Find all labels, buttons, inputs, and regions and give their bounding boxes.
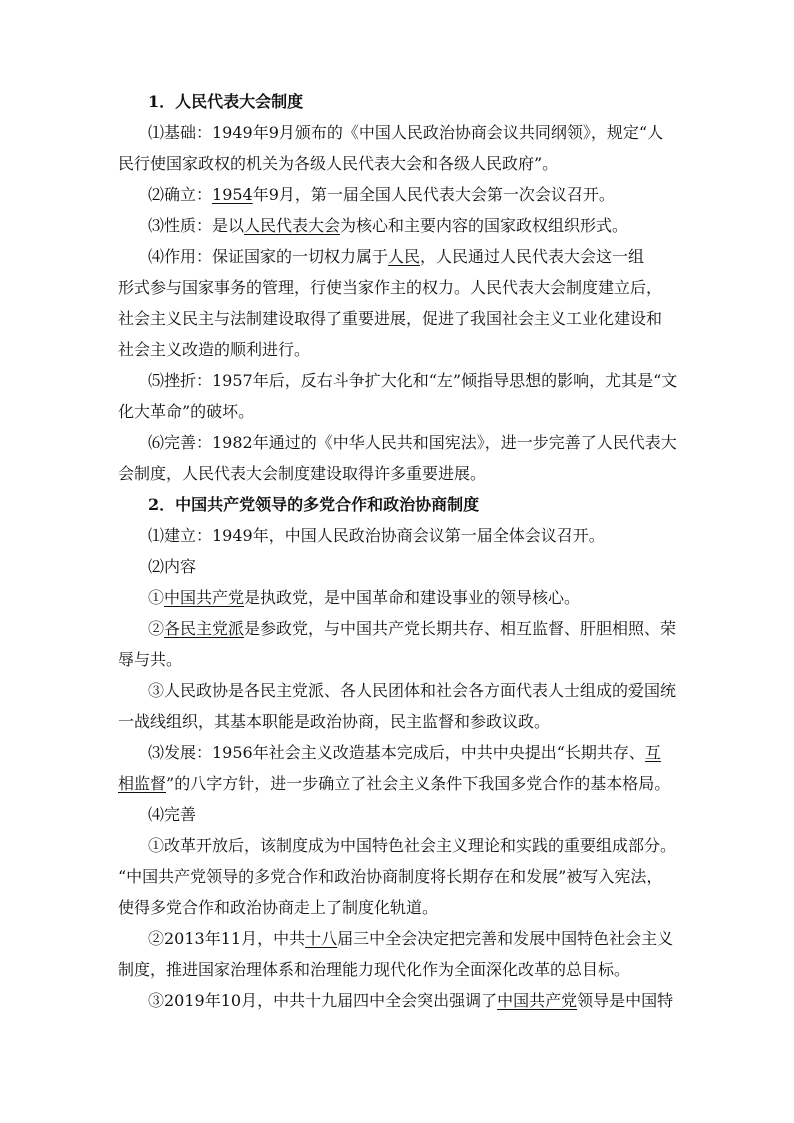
text-segment: 使得多党合作和政治协商走上了制度化轨道。 bbox=[118, 898, 439, 917]
text-segment: ⑵内容 bbox=[148, 557, 197, 576]
text-line bbox=[118, 464, 678, 495]
text-line bbox=[118, 650, 678, 681]
underlined-term: 相监督 bbox=[118, 774, 167, 793]
text-segment: ⑴建立：1949年，中国人民政治协商会议第一届全体会议召开。 bbox=[148, 526, 605, 545]
text-line bbox=[118, 867, 678, 898]
text-segment: 民行使国家政权的机关为各级人民代表大会和各级人民政府”。 bbox=[118, 154, 559, 173]
text-segment: 是执政党，是中国革命和建设事业的领导核心。 bbox=[244, 588, 581, 607]
text-segment: 化大革命”的破坏。 bbox=[118, 402, 255, 421]
text-segment: ① bbox=[148, 588, 165, 607]
underlined-term: 各民主党派 bbox=[164, 619, 245, 638]
underlined-term: 十八 bbox=[305, 929, 338, 948]
text-line bbox=[118, 743, 678, 774]
text-line bbox=[118, 247, 678, 278]
text-line bbox=[118, 712, 678, 743]
text-line bbox=[118, 557, 678, 588]
text-segment: 社会主义改造的顺利进行。 bbox=[118, 340, 311, 359]
text-segment: ，人民通过人民代表大会这一组 bbox=[420, 247, 645, 266]
text-segment: ⑸挫折：1957年后，反右斗争扩大化和“左”倾指导思想的影响，尤其是“文 bbox=[148, 371, 678, 390]
text-line bbox=[118, 123, 678, 154]
text-segment: ⑷作用：保证国家的一切权力属于 bbox=[148, 247, 389, 266]
text-segment: “中国共产党领导的多党合作和政治协商制度将长期存在和发展”被写入宪法， bbox=[118, 867, 663, 886]
text-line bbox=[118, 805, 678, 836]
text-line bbox=[118, 929, 678, 960]
text-line bbox=[118, 774, 678, 805]
document-body bbox=[118, 92, 678, 1022]
text-segment: 年9月，第一届全国人民代表大会第一次会议召开。 bbox=[252, 185, 615, 204]
text-segment: 形式参与国家事务的管理，行使当家作主的权力。人民代表大会制度建立后， bbox=[118, 278, 663, 297]
text-segment: 1．人民代表大会制度 bbox=[148, 92, 304, 111]
text-segment: ② bbox=[148, 619, 165, 638]
text-line bbox=[118, 278, 678, 309]
underlined-term: 互 bbox=[644, 743, 661, 762]
underlined-term: 中国共产党 bbox=[497, 991, 578, 1010]
text-segment: 领导是中国特 bbox=[577, 991, 674, 1010]
text-line bbox=[118, 588, 678, 619]
text-segment: ⑶性质：是以 bbox=[148, 216, 245, 235]
section-heading bbox=[118, 495, 678, 526]
text-segment: 是参政党，与中国共产党长期共存、相互监督、肝胆相照、荣 bbox=[244, 619, 677, 638]
text-segment: ”的八字方针，进一步确立了社会主义条件下我国多党合作的基本格局。 bbox=[166, 774, 671, 793]
text-line bbox=[118, 681, 678, 712]
text-segment: ③2019年10月，中共十九届四中全会突出强调了 bbox=[148, 991, 498, 1010]
text-segment: ⑶发展：1956年社会主义改造基本完成后，中共中央提出“长期共存、 bbox=[148, 743, 645, 762]
text-line bbox=[118, 216, 678, 247]
text-segment: 辱与共。 bbox=[118, 650, 183, 669]
text-segment: 一战线组织，其基本职能是政治协商，民主监督和参政议政。 bbox=[118, 712, 551, 731]
text-segment: 社会主义民主与法制建设取得了重要进展，促进了我国社会主义工业化建设和 bbox=[118, 309, 663, 328]
text-line bbox=[118, 991, 678, 1022]
text-line bbox=[118, 340, 678, 371]
text-line bbox=[118, 309, 678, 340]
text-line bbox=[118, 960, 678, 991]
text-line bbox=[118, 836, 678, 867]
underlined-term: 人民代表大会 bbox=[244, 216, 341, 235]
text-segment: ①改革开放后，该制度成为中国特色社会主义理论和实践的重要组成部分。 bbox=[148, 836, 677, 855]
text-line bbox=[118, 154, 678, 185]
text-segment: 届三中全会决定把完善和发展中国特色社会主义 bbox=[337, 929, 674, 948]
text-line bbox=[118, 185, 678, 216]
text-segment: 制度，推进国家治理体系和治理能力现代化作为全面深化改革的总目标。 bbox=[118, 960, 631, 979]
text-segment: 为核心和主要内容的国家政权组织形式。 bbox=[340, 216, 629, 235]
text-segment: ⑹完善：1982年通过的《中华人民共和国宪法》，进一步完善了人民代表大 bbox=[148, 433, 677, 452]
text-segment: ⑴基础：1949年9月颁布的《中国人民政治协商会议共同纲领》，规定“人 bbox=[148, 123, 664, 142]
text-segment: 会制度，人民代表大会制度建设取得许多重要进展。 bbox=[118, 464, 487, 483]
underlined-term: 中国共产党 bbox=[164, 588, 245, 607]
text-segment: ③人民政协是各民主党派、各人民团体和社会各方面代表人士组成的爱国统 bbox=[148, 681, 677, 700]
text-line bbox=[118, 619, 678, 650]
section-heading bbox=[118, 92, 678, 123]
text-segment: ⑷完善 bbox=[148, 805, 197, 824]
text-segment: 2．中国共产党领导的多党合作和政治协商制度 bbox=[148, 495, 480, 514]
underlined-term: 人民 bbox=[388, 247, 421, 266]
text-line bbox=[118, 402, 678, 433]
text-segment: ②2013年11月，中共 bbox=[148, 929, 306, 948]
text-line bbox=[118, 898, 678, 929]
text-line bbox=[118, 433, 678, 464]
text-segment: ⑵确立： bbox=[148, 185, 213, 204]
underlined-term: 1954 bbox=[212, 185, 253, 204]
text-line bbox=[118, 371, 678, 402]
text-line bbox=[118, 526, 678, 557]
